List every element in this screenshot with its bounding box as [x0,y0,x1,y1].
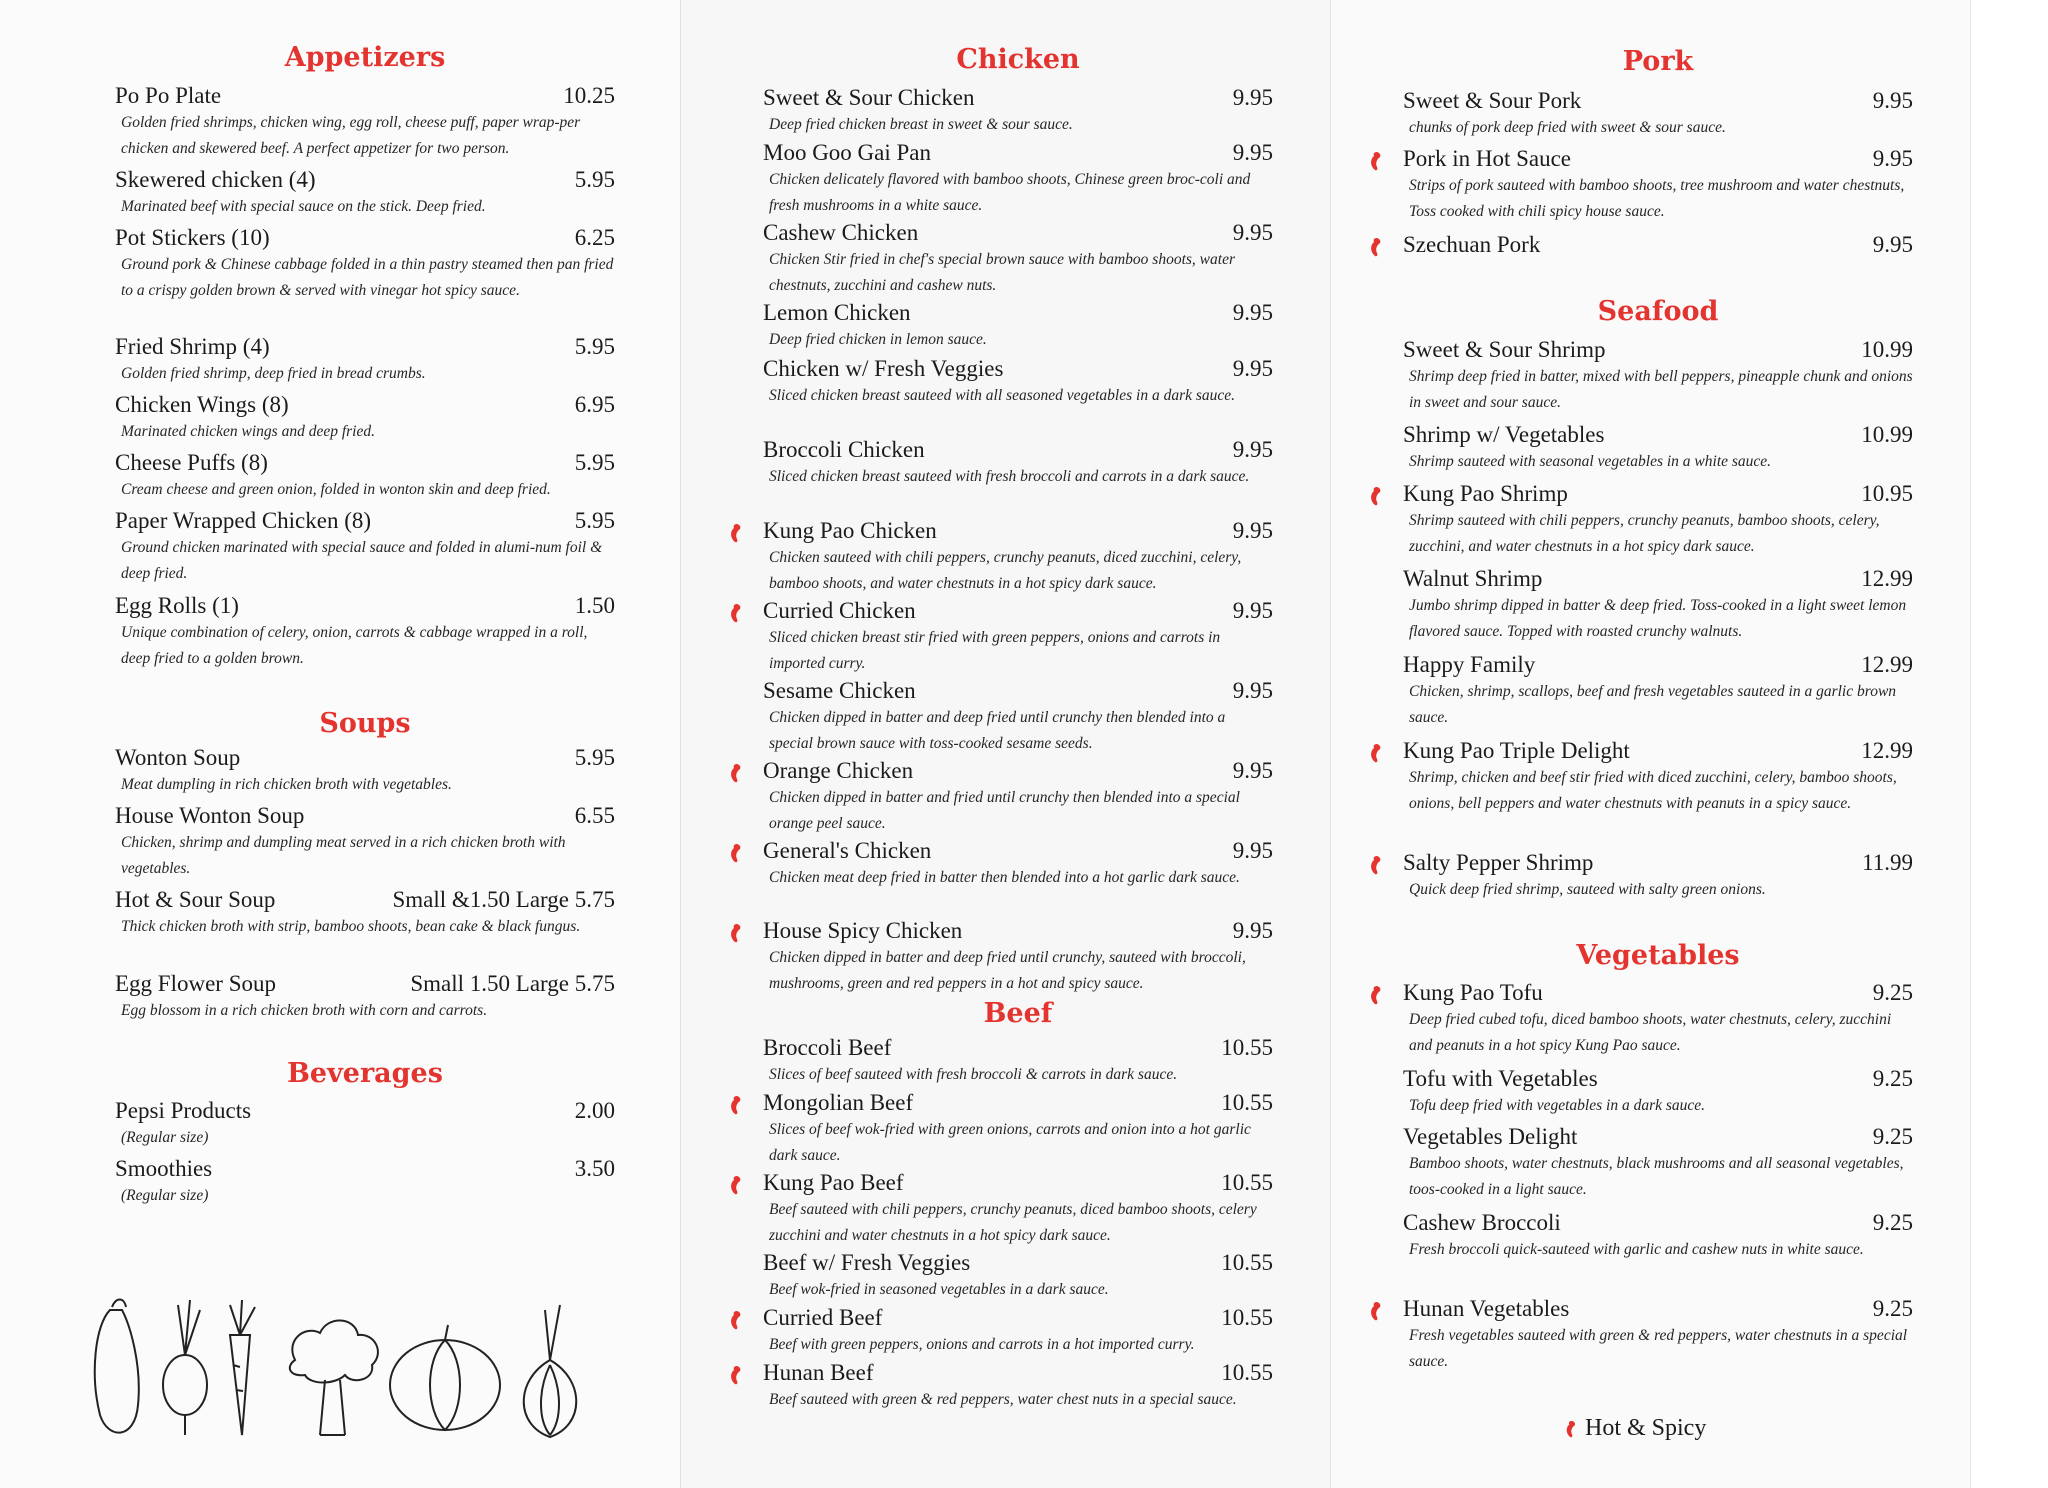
item-price: Small 1.50 Large 5.75 [410,971,615,996]
chili-pepper-icon [727,1309,747,1331]
chili-pepper-icon [727,522,747,544]
item-description: Beef with green peppers, onions and carrots in a hot imported curry. [769,1336,1195,1353]
item-description: Deep fried chicken breast in sweet & sour sauce. [769,116,1073,133]
item-name: Pepsi Products [115,1098,252,1123]
item-description: Sliced chicken breast sauteed with fresh broccoli and carrots in a dark sauce. [769,468,1250,485]
item-description: Chicken meat deep fried in batter then blended into a hot garlic dark sauce. [769,869,1240,886]
item-description: Beef wok-fried in seasoned vegetables in a dark sauce. [769,1281,1109,1298]
item-price: 9.95 [1872,232,1913,257]
menu-panel-middle [680,0,1331,1488]
menu-item [763,758,1273,837]
item-name: Sesame Chicken [763,678,916,703]
item-price: 9.25 [1872,980,1913,1005]
item-description: Chicken dipped in batter and fried until crunchy then blended into a special orange peel sauce. [769,789,1240,832]
item-price: 9.25 [1872,1210,1913,1235]
menu-item [763,1305,1273,1358]
onion-icon [524,1305,577,1437]
menu-item [763,518,1273,597]
menu-item [763,220,1273,299]
pumpkin-icon [390,1325,500,1430]
menu-item [1403,850,1913,903]
item-description: Bamboo shoots, water chestnuts, black mushrooms and all seasonal vegetables, toos-cooked in a light sauce. [1409,1155,1904,1198]
item-description: Chicken, shrimp and dumpling meat served in a rich chicken broth with vegetables. [121,834,566,877]
item-price: Small &1.50 Large 5.75 [392,887,615,912]
menu-item [115,971,615,1024]
menu-item [1403,1210,1913,1263]
item-description: Tofu deep fried with vegetables in a dark sauce. [1409,1097,1706,1114]
item-name: Vegetables Delight [1403,1124,1578,1149]
item-price: 9.95 [1232,838,1273,863]
menu-item [763,1090,1273,1169]
item-name: Salty Pepper Shrimp [1403,850,1594,875]
item-price: 6.25 [574,225,615,250]
hot-spicy-legend [1563,1415,1706,1442]
item-description: Beef sauteed with chili peppers, crunchy peanuts, diced bamboo shoots, celery zucchini and water chestnuts in a hot spicy dark sauce. [769,1201,1257,1244]
item-price: 9.95 [1872,146,1913,171]
menu-item [115,508,615,587]
item-price: 3.50 [574,1156,615,1181]
item-name: Sweet & Sour Shrimp [1403,337,1606,362]
menu-item [115,167,615,220]
chili-pepper-icon [1367,854,1387,876]
item-description: Chicken Stir fried in chef's special brown sauce with bamboo shoots, water chestnuts, zucchini and cashew nuts. [769,251,1235,294]
item-price: 2.00 [574,1098,615,1123]
item-description: Shrimp deep fried in batter, mixed with bell peppers, pineapple chunk and onions in sweet and sour sauce. [1409,368,1913,411]
item-name: Sweet & Sour Chicken [763,85,975,110]
chili-pepper-icon [1367,742,1387,764]
menu-item [763,598,1273,677]
item-price: 10.25 [563,83,615,108]
menu-item [763,300,1273,353]
item-description: Sliced chicken breast sauteed with all seasoned vegetables in a dark sauce. [769,387,1236,404]
item-price: 9.95 [1232,758,1273,783]
section-title-chicken: Chicken [956,44,1080,75]
item-description: Marinated chicken wings and deep fried. [121,423,375,440]
item-price: 10.55 [1221,1035,1273,1060]
item-description: (Regular size) [121,1187,209,1204]
menu-item [763,1250,1273,1303]
item-price: 10.55 [1221,1250,1273,1275]
item-name: Smoothies [115,1156,213,1181]
item-name: Beef w/ Fresh Veggies [763,1250,971,1275]
chili-pepper-icon [1563,1418,1581,1440]
item-name: Kung Pao Shrimp [1403,481,1568,506]
item-name: Sweet & Sour Pork [1403,88,1582,113]
item-name: Moo Goo Gai Pan [763,140,932,165]
item-description: Chicken, shrimp, scallops, beef and fresh vegetables sauteed in a garlic brown sauce. [1409,683,1897,726]
item-name: Skewered chicken (4) [115,167,316,192]
item-description: Ground chicken marinated with special sauce and folded in alumi-num foil & deep fried. [121,539,603,582]
chili-pepper-icon [1367,150,1387,172]
item-description: Golden fried shrimp, deep fried in bread crumbs. [121,365,426,382]
item-price: 12.99 [1861,566,1913,591]
item-name: House Wonton Soup [115,803,305,828]
item-name: Mongolian Beef [763,1090,914,1115]
item-price: 9.95 [1232,437,1273,462]
item-price: 9.95 [1232,220,1273,245]
item-name: Paper Wrapped Chicken (8) [115,508,372,533]
item-price: 5.95 [574,508,615,533]
item-description: Shrimp, chicken and beef stir fried with diced zucchini, celery, bamboo shoots, onions, bell peppers and water chestnuts with peanuts in a spicy sauce. [1409,769,1897,812]
item-description: Fresh broccoli quick-sauteed with garlic and cashew nuts in white sauce. [1409,1241,1864,1258]
menu-item [1403,1296,1913,1375]
menu-item [763,838,1273,891]
item-name: Orange Chicken [763,758,914,783]
vegetable-illustrations [90,1285,610,1445]
section-title-appetizers: Appetizers [284,42,446,73]
item-name: Kung Pao Beef [763,1170,904,1195]
chili-pepper-icon [727,1364,747,1386]
carrot-icon [230,1300,255,1435]
item-price: 9.95 [1232,678,1273,703]
item-description: Strips of pork sauteed with bamboo shoots, tree mushroom and water chestnuts, Toss cooked with chili spicy house sauce. [1409,177,1905,220]
chili-pepper-icon [727,602,747,624]
item-description: Egg blossom in a rich chicken broth with corn and carrots. [121,1002,488,1019]
item-price: 1.50 [574,593,615,618]
section-title-seafood: Seafood [1597,296,1719,327]
chili-pepper-icon [1367,236,1387,258]
item-description: Meat dumpling in rich chicken broth with vegetables. [121,776,452,793]
item-description: Marinated beef with special sauce on the stick. Deep fried. [121,198,486,215]
section-title-beef: Beef [983,998,1053,1029]
menu-item [763,678,1273,757]
menu-item [115,334,615,387]
item-name: Kung Pao Chicken [763,518,937,543]
item-price: 9.95 [1232,356,1273,381]
item-price: 10.55 [1221,1170,1273,1195]
menu-item [115,887,615,940]
item-name: Egg Rolls (1) [115,593,239,618]
section-title-soups: Soups [319,708,411,739]
menu-item [1403,232,1913,258]
page-edge [1970,0,2048,1488]
item-price: 6.55 [574,803,615,828]
item-description: Deep fried chicken in lemon sauce. [769,331,987,348]
item-description: Shrimp sauteed with chili peppers, crunchy peanuts, bamboo shoots, celery, zucchini, and water chestnuts in a hot spicy dark sauce. [1409,512,1880,555]
item-description: Jumbo shrimp dipped in batter & deep fried. Toss-cooked in a light sweet lemon flavored sauce. Topped with roasted crunchy walnuts. [1409,597,1907,640]
item-description: Thick chicken broth with strip, bamboo shoots, bean cake & black fungus. [121,918,581,935]
chili-pepper-icon [727,842,747,864]
menu-item [1403,1066,1913,1119]
legend-label: Hot & Spicy [1585,1415,1707,1441]
item-description: chunks of pork deep fried with sweet & sour sauce. [1409,119,1726,136]
menu-panel-right [1330,0,1971,1488]
item-name: Hunan Vegetables [1403,1296,1570,1321]
item-name: Hunan Beef [763,1360,874,1385]
menu-item [763,356,1273,409]
item-description: Beef sauteed with green & red peppers, water chest nuts in a special sauce. [769,1391,1237,1408]
section-title-vegetables: Vegetables [1576,940,1740,971]
menu-item [763,140,1273,219]
item-name: General's Chicken [763,838,932,863]
item-name: Walnut Shrimp [1403,566,1543,591]
menu-item [115,593,615,672]
item-price: 5.95 [574,450,615,475]
menu-item [115,83,615,162]
broccoli-icon [290,1320,378,1435]
item-name: Shrimp w/ Vegetables [1403,422,1605,447]
chili-pepper-icon [1367,1300,1387,1322]
menu-item [763,1360,1273,1413]
menu-item [763,437,1273,490]
item-price: 12.99 [1861,738,1913,763]
item-price: 10.55 [1221,1090,1273,1115]
item-name: House Spicy Chicken [763,918,963,943]
menu-item [1403,88,1913,141]
item-name: Cheese Puffs (8) [115,450,268,475]
item-name: Cashew Broccoli [1403,1210,1561,1235]
item-description: Chicken dipped in batter and deep fried until crunchy then blended into a special brown sauce with toss-cooked sesame seeds. [769,709,1226,752]
chili-pepper-icon [727,922,747,944]
item-name: Pork in Hot Sauce [1403,146,1572,171]
menu-item [763,1035,1273,1088]
menu-item [1403,146,1913,225]
menu-item [1403,481,1913,560]
item-price: 10.55 [1221,1305,1273,1330]
item-price: 10.99 [1861,337,1913,362]
item-name: Happy Family [1403,652,1536,677]
menu-item [763,1170,1273,1249]
menu-item [1403,980,1913,1059]
item-price: 9.25 [1872,1066,1913,1091]
item-name: Po Po Plate [115,83,222,108]
item-price: 5.95 [574,167,615,192]
item-name: Wonton Soup [115,745,241,770]
item-price: 9.95 [1232,518,1273,543]
item-description: Deep fried cubed tofu, diced bamboo shoots, water chestnuts, celery, zucchini and peanuts in a hot spicy Kung Pao sauce. [1409,1011,1892,1054]
item-price: 5.95 [574,334,615,359]
item-name: Szechuan Pork [1403,232,1541,257]
menu-item [1403,337,1913,416]
item-description: Ground pork & Chinese cabbage folded in a thin pastry steamed then pan fried to a crispy golden brown & served with vinegar hot spicy sauce. [121,256,614,299]
item-price: 9.95 [1872,88,1913,113]
menu-item [115,392,615,445]
item-name: Tofu with Vegetables [1403,1066,1598,1091]
menu-panel-left [0,0,680,1488]
section-title-pork: Pork [1622,46,1694,77]
menu-item [763,85,1273,138]
item-description: Slices of beef wok-fried with green onions, carrots and onion into a hot garlic dark sauce. [769,1121,1251,1164]
item-price: 9.95 [1232,85,1273,110]
item-name: Pot Stickers (10) [115,225,270,250]
item-description: Fresh vegetables sauteed with green & red peppers, water chestnuts in a special sauce. [1409,1327,1908,1370]
menu-item [1403,422,1913,475]
menu-item [115,225,615,304]
item-description: Shrimp sauteed with seasonal vegetables in a white sauce. [1409,453,1772,470]
menu-item [763,918,1273,997]
item-name: Cashew Chicken [763,220,919,245]
chili-pepper-icon [727,1094,747,1116]
item-name: Kung Pao Tofu [1403,980,1543,1005]
menu-item [1403,738,1913,817]
item-description: Cream cheese and green onion, folded in wonton skin and deep fried. [121,481,551,498]
item-description: Slices of beef sauteed with fresh broccoli & carrots in dark sauce. [769,1066,1178,1083]
radish-icon [163,1300,207,1435]
item-name: Kung Pao Triple Delight [1403,738,1630,763]
menu-item [115,1098,615,1151]
item-name: Lemon Chicken [763,300,911,325]
item-name: Egg Flower Soup [115,971,276,996]
item-description: Chicken sauteed with chili peppers, crunchy peanuts, diced zucchini, celery, bamboo shoots, and water chestnuts in a hot spicy dark sauce. [769,549,1242,592]
item-name: Broccoli Chicken [763,437,925,462]
item-description: Golden fried shrimps, chicken wing, egg roll, cheese puff, paper wrap-per chicken and skewered beef. A perfect appetizer for two person. [121,114,581,157]
item-description: Quick deep fried shrimp, sauteed with salty green onions. [1409,881,1766,898]
section-title-beverages: Beverages [287,1058,443,1089]
item-price: 9.95 [1232,300,1273,325]
chili-pepper-icon [727,1174,747,1196]
item-price: 9.25 [1872,1296,1913,1321]
item-name: Broccoli Beef [763,1035,892,1060]
menu-item [115,1156,615,1209]
item-price: 12.99 [1861,652,1913,677]
item-price: 11.99 [1862,850,1913,875]
item-description: (Regular size) [121,1129,209,1146]
eggplant-icon [95,1300,139,1433]
chili-pepper-icon [1367,485,1387,507]
menu-item [115,745,615,798]
menu-item [115,450,615,503]
item-name: Chicken Wings (8) [115,392,289,417]
item-price: 10.55 [1221,1360,1273,1385]
menu-item [1403,566,1913,645]
item-name: Chicken w/ Fresh Veggies [763,356,1004,381]
item-description: Unique combination of celery, onion, carrots & cabbage wrapped in a roll, deep fried to a golden brown. [121,624,588,667]
chili-pepper-icon [727,762,747,784]
item-name: Fried Shrimp (4) [115,334,270,359]
item-price: 9.25 [1872,1124,1913,1149]
item-name: Curried Chicken [763,598,916,623]
item-description: Sliced chicken breast stir fried with green peppers, onions and carrots in imported curry. [769,629,1221,672]
item-price: 10.95 [1861,481,1913,506]
item-price: 9.95 [1232,140,1273,165]
item-name: Curried Beef [763,1305,883,1330]
item-price: 9.95 [1232,598,1273,623]
item-description: Chicken dipped in batter and deep fried until crunchy, sauteed with broccoli, mushrooms, green and red peppers in a hot and spicy sauce. [769,949,1246,992]
item-price: 9.95 [1232,918,1273,943]
item-price: 5.95 [574,745,615,770]
item-description: Chicken delicately flavored with bamboo shoots, Chinese green broc-coli and fresh mushrooms in a white sauce. [769,171,1251,214]
item-price: 10.99 [1861,422,1913,447]
item-price: 6.95 [574,392,615,417]
chili-pepper-icon [1367,984,1387,1006]
menu-item [1403,652,1913,731]
menu-item [1403,1124,1913,1203]
item-name: Hot & Sour Soup [115,887,276,912]
menu-item [115,803,615,882]
